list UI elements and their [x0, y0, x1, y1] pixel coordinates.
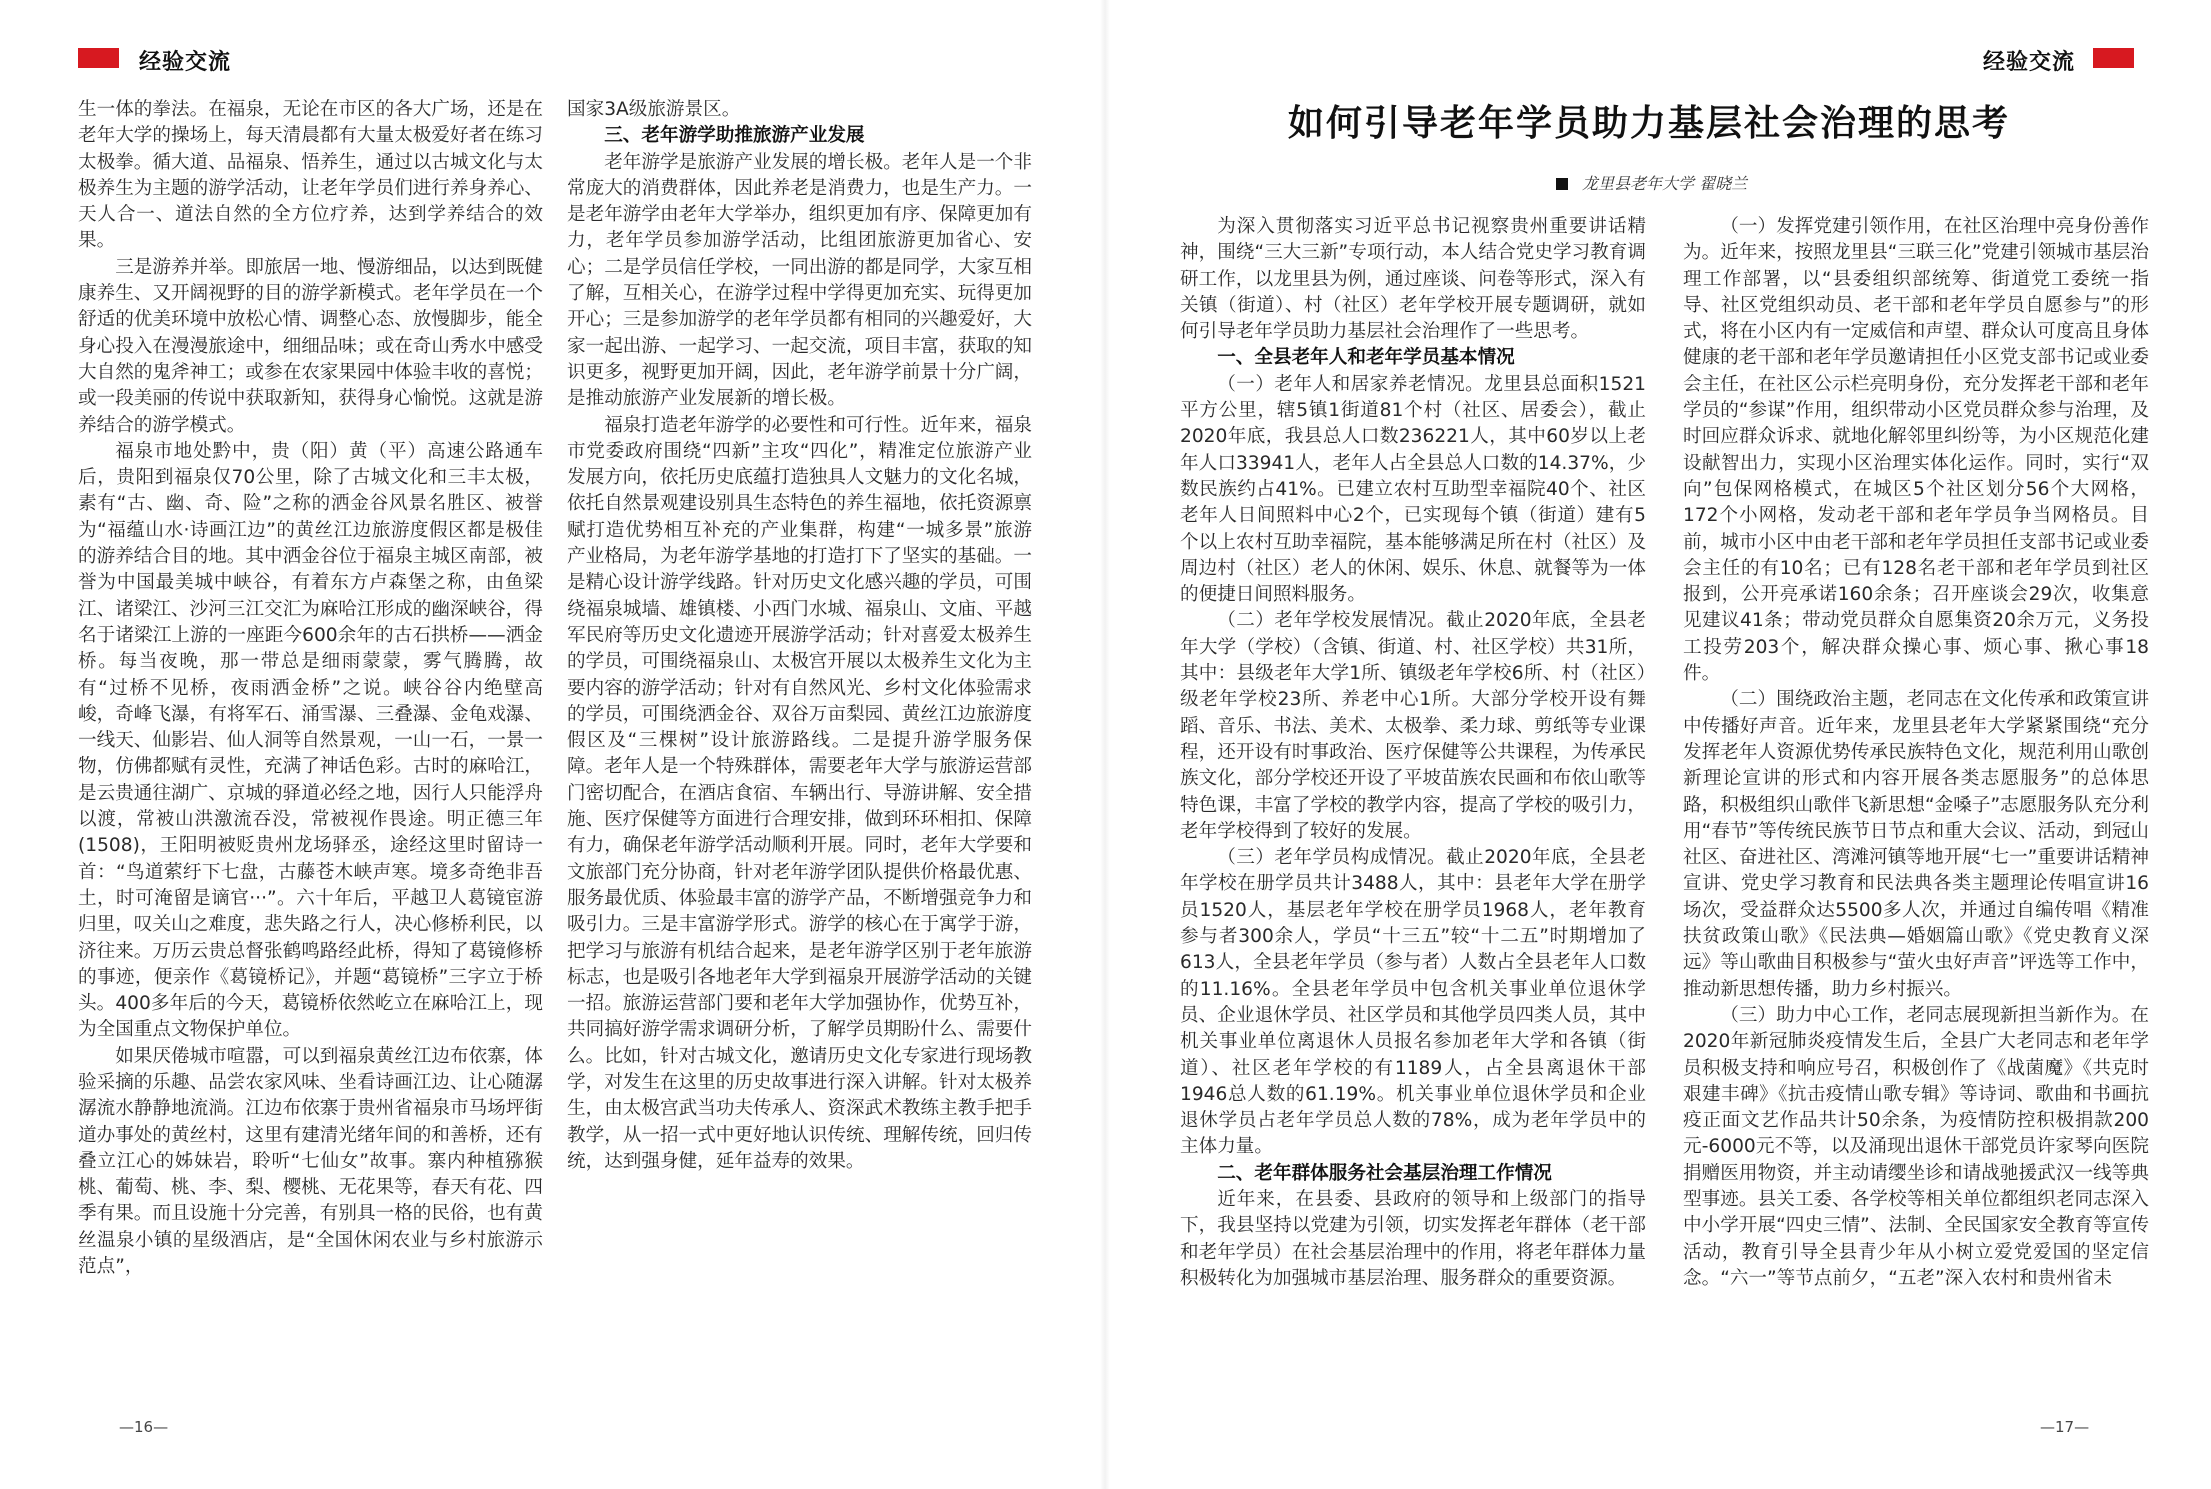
section-marker-right — [2093, 48, 2134, 68]
left-page-column-1 — [78, 97, 543, 1280]
body-paragraph: 如果厌倦城市喧嚣，可以到福泉黄丝江边布依寨，体验采摘的乐趣、品尝农家风味、坐看诗画江边、让心随潺潺流水静静地流淌。江边布依寨于贵州省福泉市马场坪街道办事处的黄丝村，这里有建清光绪年间的和善桥，还有叠立江心的姊妹岩，聆听“七仙女”故事。寨内种植猕猴桃、葡萄、桃、李、梨、樱桃、无花果等，春天有花、四季有果。而且设施十分完善，有别具一格的民俗，也有黄丝温泉小镇的星级酒店，是“全国休闲农业与乡村旅游示范点”， — [78, 1045, 543, 1278]
author-text: 龙里县老年大学 翟晓兰 — [1582, 174, 1748, 193]
body-paragraph: （三）助力中心工作，老同志展现新担当新作为。在2020年新冠肺炎疫情发生后，全县广大老同志和老年学员积极支持和响应号召，积极创作了《战菌魔》《共克时艰建丰碑》《抗击疫情山歌专辑》等诗词、歌曲和书画抗疫正面文艺作品共计50余条，为疫情防控积极捐款200元-6000元不等，以及涌现出退休干部党员许家琴向医院捐赠医用物资，并主动请缨坐诊和请战驰援武汉一线等典型事迹。县关工委、各学校等相关单位都组织老同志深入中小学开展“四史三情”、法制、全民国家安全教育等宣传活动，教育引导全县青少年从小树立爱党爱国的坚定信念。“六一”等节点前夕，“五老”深入农村和贵州省未 — [1683, 1004, 2149, 1289]
body-paragraph: 近年来，在县委、县政府的领导和上级部门的指导下，我县坚持以党建为引领，切实发挥老年群体（老干部和老年学员）在社会基层治理中的作用，将老年群体力量积极转化为加强城市基层治理、服务群众的重要资源。 — [1180, 1188, 1646, 1289]
section-heading: 二、老年群体服务社会基层治理工作情况 — [1217, 1162, 1552, 1184]
right-page-column-1 — [1180, 214, 1646, 1292]
left-page — [0, 0, 1105, 1489]
body-paragraph: （二）围绕政治主题，老同志在文化传承和政策宣讲中传播好声音。近年来，龙里县老年大学紧紧围绕“充分发挥老年人资源优势传承民族特色文化，规范利用山歌创新理论宣讲的形式和内容开展各类志愿服务”的总体思路，积极组织山歌伴飞新思想“金嗓子”志愿服务队充分利用“春节”等传统民族节日节点和重大会议、活动，到冠山社区、奋进社区、湾滩河镇等地开展“七一”重要讲话精神宣讲、党史学习教育和民法典各类主题理论传唱宣讲16场次，受益群众达5500多人次，并通过自编传唱《精准扶贫政策山歌》《民法典—婚姻篇山歌》《党史教育义深远》等山歌曲目积极参与“萤火虫好声音”评选等工作中，推动新思想传播，助力乡村振兴。 — [1683, 689, 2149, 1000]
page-number-left: —16— — [119, 1418, 169, 1436]
body-paragraph: （一）老年人和居家养老情况。龙里县总面积1521平方公里，辖5镇1街道81个村（社区、居委会），截止2020年底，我县总人口数236221人，其中60岁以上老年人口33941人，老年人占全县总人口数的14.37%，少数民族约占41%。已建立农村互助型幸福院40个、社区老年人日间照料中心2个，已实现每个镇（街道）建有5个以上农村互助幸福院，基本能够满足所在村（社区）及周边村（社区）老人的休闲、娱乐、休息、就餐等为一体的便捷日间照料服务。 — [1180, 373, 1646, 606]
article-title: 如何引导老年学员助力基层社会治理的思考 — [1288, 103, 2011, 144]
body-paragraph: 生一体的拳法。在福泉，无论在市区的各大广场，还是在老年大学的操场上，每天清晨都有大量太极爱好者在练习太极拳。循大道、品福泉、悟养生，通过以古城文化与太极养生为主题的游学活动，让老年学员们进行养身养心、天人合一、道法自然的全方位疗养，达到学养结合的效果。 — [78, 99, 543, 252]
section-heading: 一、全县老年人和老年学员基本情况 — [1217, 347, 1515, 369]
section-label-right: 经验交流 — [1983, 50, 2076, 75]
body-paragraph: 福泉打造老年游学的必要性和可行性。近年来，福泉市党委政府围绕“四新”主攻“四化”，精准定位旅游产业发展方向，依托历史底蕴打造独具人文魅力的文化名城，依托自然景观建设别具生态特色的养生福地，依托资源禀赋打造优势相互补充的产业集群，构建“一城多景”旅游产业格局，为老年游学基地的打造打下了坚实的基础。一是精心设计游学线路。针对历史文化感兴趣的学员，可围绕福泉城墙、雄镇楼、小西门水城、福泉山、文庙、平越军民府等历史文化遗迹开展游学活动；针对喜爱太极养生的学员，可围绕福泉山、太极宫开展以太极养生文化为主要内容的游学活动；针对有自然风光、乡村文化体验需求的学员，可围绕洒金谷、双谷万亩梨园、黄丝江边旅游度假区及“三棵树”设计旅游路线。二是提升游学服务保障。老年人是一个特殊群体，需要老年大学与旅游运营部门密切配合，在酒店食宿、车辆出行、导游讲解、安全措施、医疗保健等方面进行合理安排，做到环环相扣、保障有力，确保老年游学活动顺利开展。同时，老年大学要和文旅部门充分协商，针对老年游学团队提供价格最优惠、服务最优质、体验最丰富的游学产品，不断增强竞争力和吸引力。三是丰富游学形式。游学的核心在于寓学于游，把学习与旅游有机结合起来，是老年游学区别于老年旅游标志，也是吸引各地老年大学到福泉开展游学活动的关键一招。旅游运营部门要和老年大学加强协作，优势互补，共同搞好游学需求调研分析，了解学员期盼什么、需要什么。比如，针对古城文化，邀请历史文化专家进行现场教学，对发生在这里的历史故事进行深入讲解。针对太极养生，由太极宫武当功夫传承人、资深武术教练主教手把手教学，从一招一式中更好地认识传统、理解传统，回归传统，达到强身健，延年益寿的效果。 — [567, 414, 1032, 1172]
right-page-column-2 — [1683, 214, 2149, 1292]
left-page-column-2 — [567, 97, 1032, 1175]
body-paragraph: 老年游学是旅游产业发展的增长极。老年人是一个非常庞大的消费群体，因此养老是消费力，也是生产力。一是老年游学由老年大学举办，组织更加有序、保障更加有力，老年学员参加游学活动，比组团旅游更加省心、安心；二是学员信任学校，一同出游的都是同学，大家互相了解，互相关心，在游学过程中学得更加充实、玩得更加开心；三是参加游学的老年学员都有相同的兴趣爱好，大家一起出游、一起学习、一起交流，项目丰富，获取的知识更多，视野更加开阔，因此，老年游学前景十分广阔，是推动旅游产业发展新的增长极。 — [567, 151, 1032, 410]
section-label-left: 经验交流 — [139, 50, 232, 75]
right-page — [1105, 0, 2211, 1489]
body-paragraph: 国家3A级旅游景区。 — [567, 99, 741, 120]
body-paragraph: （二）老年学校发展情况。截止2020年底，全县老年大学（学校）（含镇、街道、村、社区学校）共31所，其中：县级老年大学1所、镇级老年学校6所、村（社区）级老年学校23所、养老中心1所。大部分学校开设有舞蹈、音乐、书法、美术、太极拳、柔力球、剪纸等专业课程，还开设有时事政治、医疗保健等公共课程，为传承民族文化，部分学校还开设了平坡苗族农民画和布依山歌等特色课，丰富了学校的教学内容，提高了学校的吸引力，老年学校得到了较好的发展。 — [1180, 610, 1646, 842]
section-heading: 三、老年游学助推旅游产业发展 — [604, 125, 865, 147]
article-author — [1556, 171, 1747, 194]
body-paragraph: （三）老年学员构成情况。截止2020年底，全县老年学校在册学员共计3488人，其中：县老年大学在册学员1520人，基层老年学校在册学员1968人，老年教育参与者300余人，学员“十三五”较“十二五”时期增加了613人，全县老年学员（参与者）人数占全县老年人口数的11.16%。全县老年学员中包含机关事业单位退休学员、企业退休学员、社区学员和其他学员四类人员，其中机关事业单位离退休人员报名参加老年大学和各镇（街道）、社区老年学校的有1189人，占全县离退休干部1946总人数的61.19%。机关事业单位退休学员和企业退休学员占老年学员总人数的78%，成为老年学员中的主体力量。 — [1180, 847, 1646, 1158]
body-paragraph: （一）发挥党建引领作用，在社区治理中亮身份善作为。近年来，按照龙里县“三联三化”党建引领城市基层治理工作部署，以“县委组织部统筹、街道党工委统一指导、社区党组织动员、老干部和老年学员自愿参与”的形式，将在小区内有一定威信和声望、群众认可度高且身体健康的老干部和老年学员邀请担任小区党支部书记或业委会主任，在社区公示栏亮明身份，充分发挥老干部和老年学员的“参谋”作用，组织带动小区党员群众参与治理，及时回应群众诉求、就地化解邻里纠纷等，为小区规范化建设献智出力，实现小区治理实体化运作。同时，实行“双向”包保网格模式，在城区5个社区划分56个大网格，172个小网格，发动老干部和老年学员争当网格员。目前，城市小区中由老干部和老年学员担任支部书记或业委会主任的有10名；已有128名老干部和老年学员到社区报到，公开亮承诺160余条；召开座谈会29次，收集意见建议41条；带动党员群众自愿集资20余万元，义务投工投劳203个，解决群众操心事、烦心事、揪心事18件。 — [1683, 216, 2149, 685]
body-paragraph: 福泉市地处黔中，贵（阳）黄（平）高速公路通车后，贵阳到福泉仅70公里，除了古城文化和三丰太极，素有“古、幽、奇、险”之称的洒金谷风景名胜区、被誉为“福蕴山水·诗画江边”的黄丝江边旅游度假区都是极佳的游养结合目的地。其中洒金谷位于福泉主城区南部，被誉为中国最美城中峡谷，有着东方卢森堡之称，由鱼梁江、诸梁江、沙河三江交汇为麻哈江形成的幽深峡谷，得名于诸梁江上游的一座距今600余年的古石拱桥——洒金桥。每当夜晚，那一带总是细雨蒙蒙，雾气腾腾，故有“过桥不见桥，夜雨洒金桥”之说。峡谷谷内绝壁高峻，奇峰飞瀑，有将军石、涌雪瀑、三叠瀑、金龟戏瀑、一线天、仙影岩、仙人洞等自然景观，一山一石，一景一物，仿佛都赋有灵性，充满了神话色彩。古时的麻哈江，是云贵通往湖广、京城的驿道必经之地，因行人只能浮舟以渡，常被山洪激流吞没，常被视作畏途。明正德三年(1508)，王阳明被贬贵州龙场驿丞，途经这里时留诗一首：“鸟道萦纡下七盘，古藤苍木峡声寒。境多奇绝非吾土，时可淹留是谪官···”。六十年后，平越卫人葛镜宦游归里，叹关山之难度，悲失路之行人，决心修桥利民，以济往来。万历云贵总督张鹤鸣路经此桥，得知了葛镜修桥的事迹，便亲作《葛镜桥记》，并题“葛镜桥”三字立于桥头。400多年后的今天，葛镜桥依然屹立在麻哈江上，现为全国重点文物保护单位。 — [78, 440, 543, 1041]
body-paragraph: 三是游养并举。即旅居一地、慢游细品，以达到既健康养生、又开阔视野的目的游学新模式。老年学员在一个舒适的优美环境中放松心情、调整心态、放慢脚步，能全身心投入在漫漫旅途中，细细品味；或在奇山秀水中感受大自然的鬼斧神工；或参在农家果园中体验丰收的喜悦；或一段美丽的传说中获取新知，获得身心愉悦。这就是游养结合的游学模式。 — [78, 256, 543, 436]
page-number-right: —17— — [2040, 1418, 2090, 1436]
body-paragraph: 为深入贯彻落实习近平总书记视察贵州重要讲话精神，围绕“三大三新”专项行动，本人结合党史学习教育调研工作，以龙里县为例，通过座谈、问卷等形式，深入有关镇（街道）、村（社区）老年学校开展专题调研，就如何引导老年学员助力基层社会治理作了一些思考。 — [1180, 216, 1646, 343]
author-bullet-icon — [1556, 178, 1568, 190]
section-marker-left — [78, 48, 119, 68]
